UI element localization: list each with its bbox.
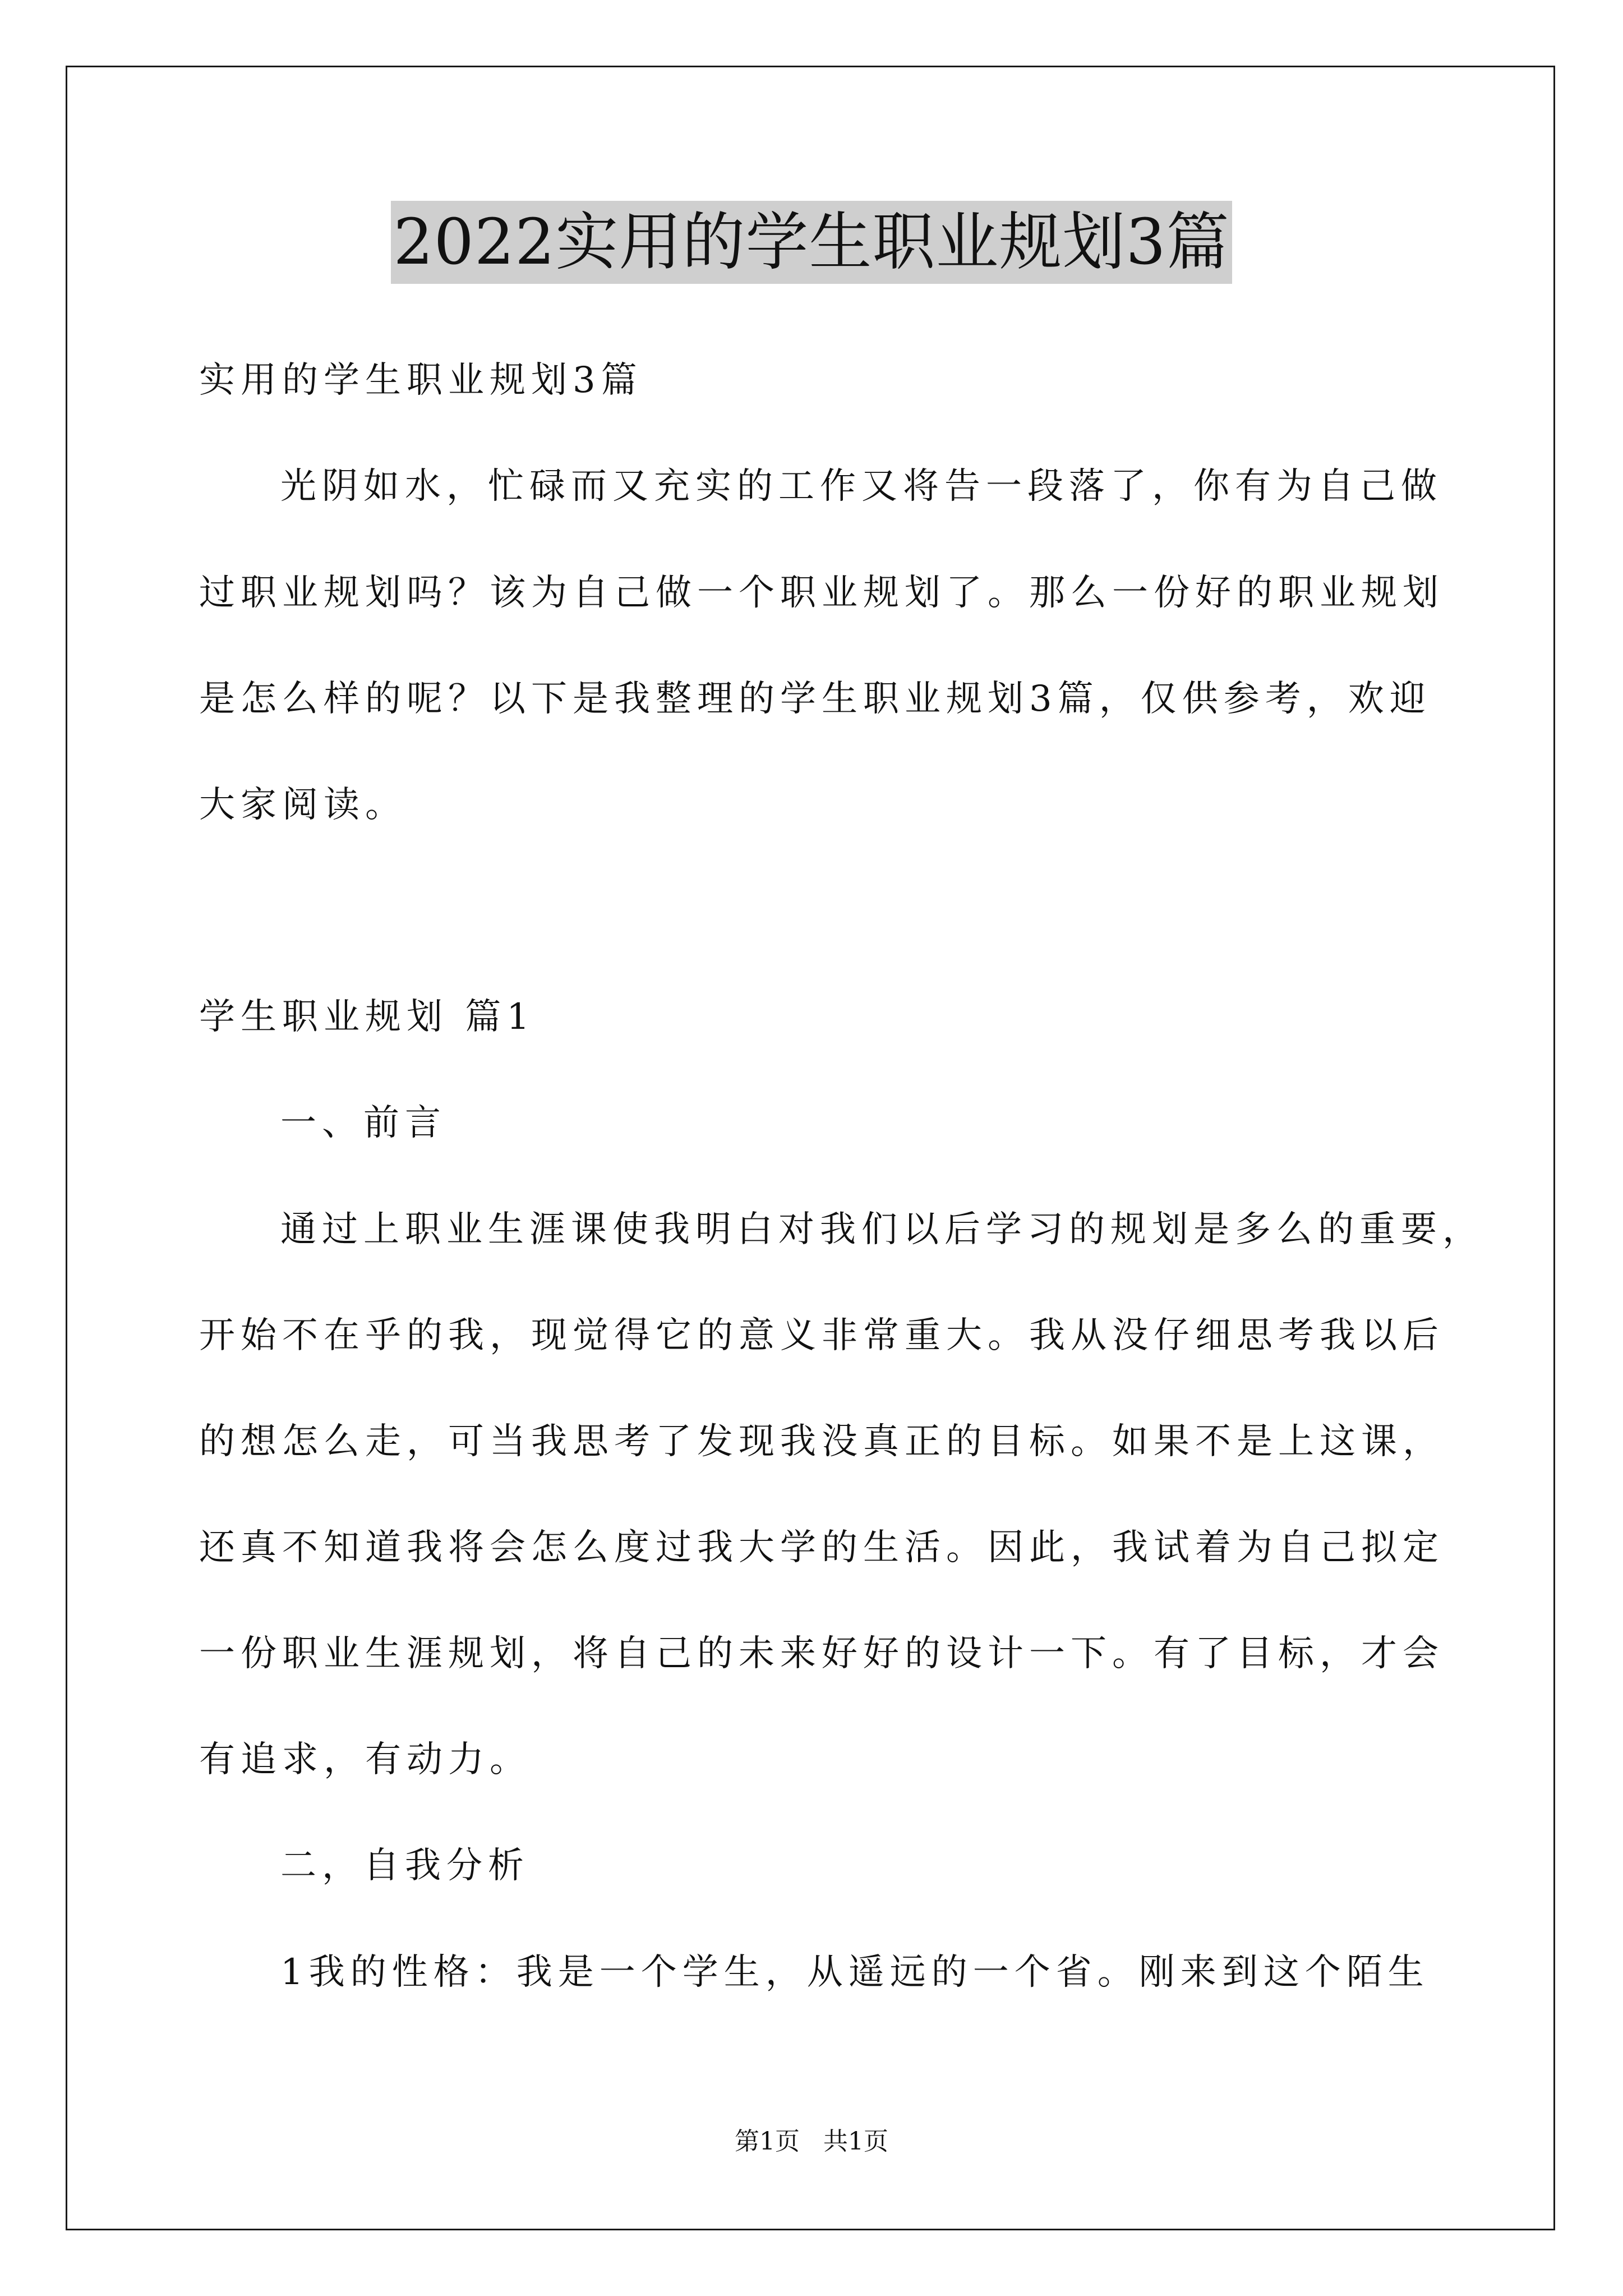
subsection-heading: 二，自我分析 <box>280 1845 529 1887</box>
paragraph-line: 是怎么样的呢？以下是我整理的学生职业规划3篇，仅供参考，欢迎 <box>199 678 1431 720</box>
paragraph-line: 开始不在乎的我，现觉得它的意义非常重大。我从没仔细思考我以后 <box>199 1315 1444 1356</box>
subtitle-line: 实用的学生职业规划3篇 <box>199 360 643 401</box>
paragraph-line: 大家阅读。 <box>199 784 407 826</box>
paragraph-line: 通过上职业生涯课使我明白对我们以后学习的规划是多么的重要， <box>280 1209 1484 1250</box>
paragraph-line: 光阴如水，忙碌而又充实的工作又将告一段落了，你有为自己做 <box>280 466 1442 507</box>
section-heading: 学生职业规划 篇1 <box>199 996 536 1038</box>
page-footer: 第1页 共1页 <box>735 2127 888 2156</box>
paragraph-line: 过职业规划吗？该为自己做一个职业规划了。那么一份好的职业规划 <box>199 572 1444 614</box>
document-title: 2022实用的学生职业规划3篇 <box>391 201 1232 284</box>
paragraph-line: 还真不知道我将会怎么度过我大学的生活。因此，我试着为自己拟定 <box>199 1527 1444 1568</box>
paragraph-line: 1我的性格：我是一个学生，从遥远的一个省。刚来到这个陌生 <box>280 1952 1430 1993</box>
paragraph-line: 有追求，有动力。 <box>199 1739 531 1780</box>
paragraph-line: 的想怎么走，可当我思考了发现我没真正的目标。如果不是上这课， <box>199 1421 1444 1462</box>
paragraph-line: 一份职业生涯规划，将自己的未来好好的设计一下。有了目标，才会 <box>199 1633 1444 1674</box>
subsection-heading: 一、前言 <box>280 1102 446 1144</box>
title-wrap <box>0 201 1623 284</box>
